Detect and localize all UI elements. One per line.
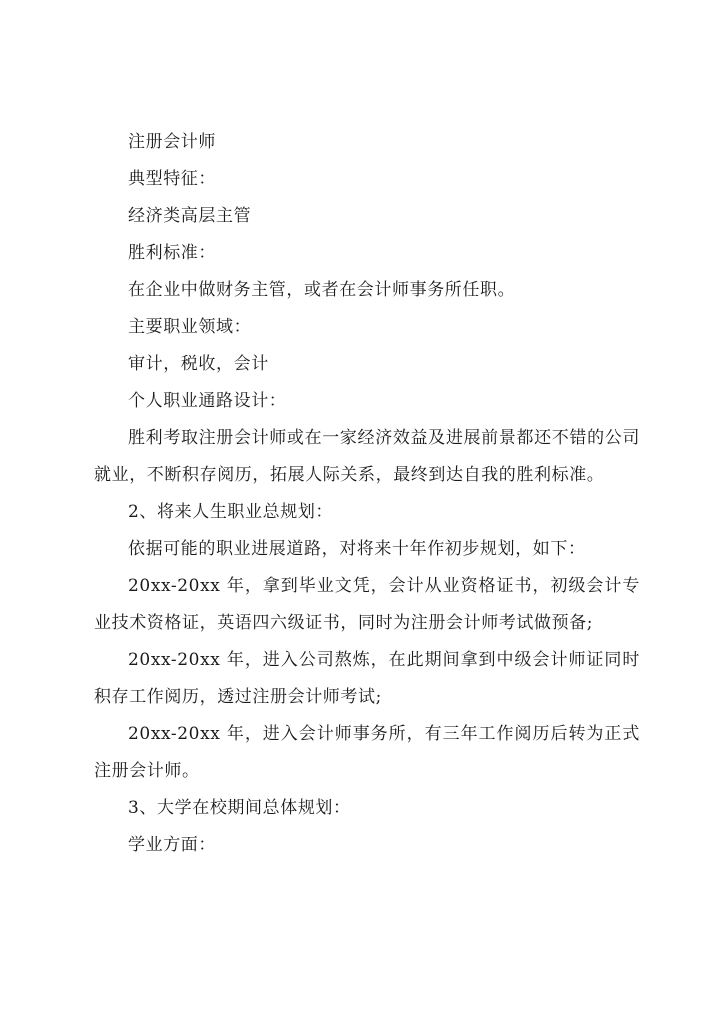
text-career-fields: 审计，税收，会计 [128, 354, 269, 374]
plan-item-2: 20xx-20xx 年，进入公司熬炼，在此期间拿到中级会计师证同时积存工作阅历，透过注册会计师考试; [94, 650, 640, 707]
label-career-path: 个人职业通路设计： [128, 391, 287, 411]
plan-item-1: 20xx-20xx 年，拿到毕业文凭，会计从业资格证书，初级会计专业技术资格证，英语四六级证书，同时为注册会计师考试做预备; [94, 576, 640, 633]
plan-item-3: 20xx-20xx 年，进入会计师事务所，有三年工作阅历后转为正式注册会计师。 [94, 724, 640, 781]
text-career-path: 胜利考取注册会计师或在一家经济效益及进展前景都还不错的公司就业，不断积存阅历，拓展人际关系，最终到达自我的胜利标准。 [94, 428, 640, 485]
label-typical-features: 典型特征： [128, 169, 216, 189]
heading-cpa: 注册会计师 [128, 132, 216, 152]
label-academics: 学业方面： [128, 835, 216, 855]
text-success-standard: 在企业中做财务主管，或者在会计师事务所任职。 [128, 280, 516, 300]
label-success-standard: 胜利标准： [128, 243, 216, 263]
label-career-fields: 主要职业领域： [128, 317, 252, 337]
section-heading-2: 2、将来人生职业总规划： [128, 502, 334, 522]
text-plan-intro: 依据可能的职业进展道路，对将来十年作初步规划，如下： [128, 539, 586, 559]
document-body [94, 124, 640, 864]
section-heading-3: 3、大学在校期间总体规划： [128, 798, 351, 818]
text-typical-features: 经济类高层主管 [128, 206, 252, 226]
